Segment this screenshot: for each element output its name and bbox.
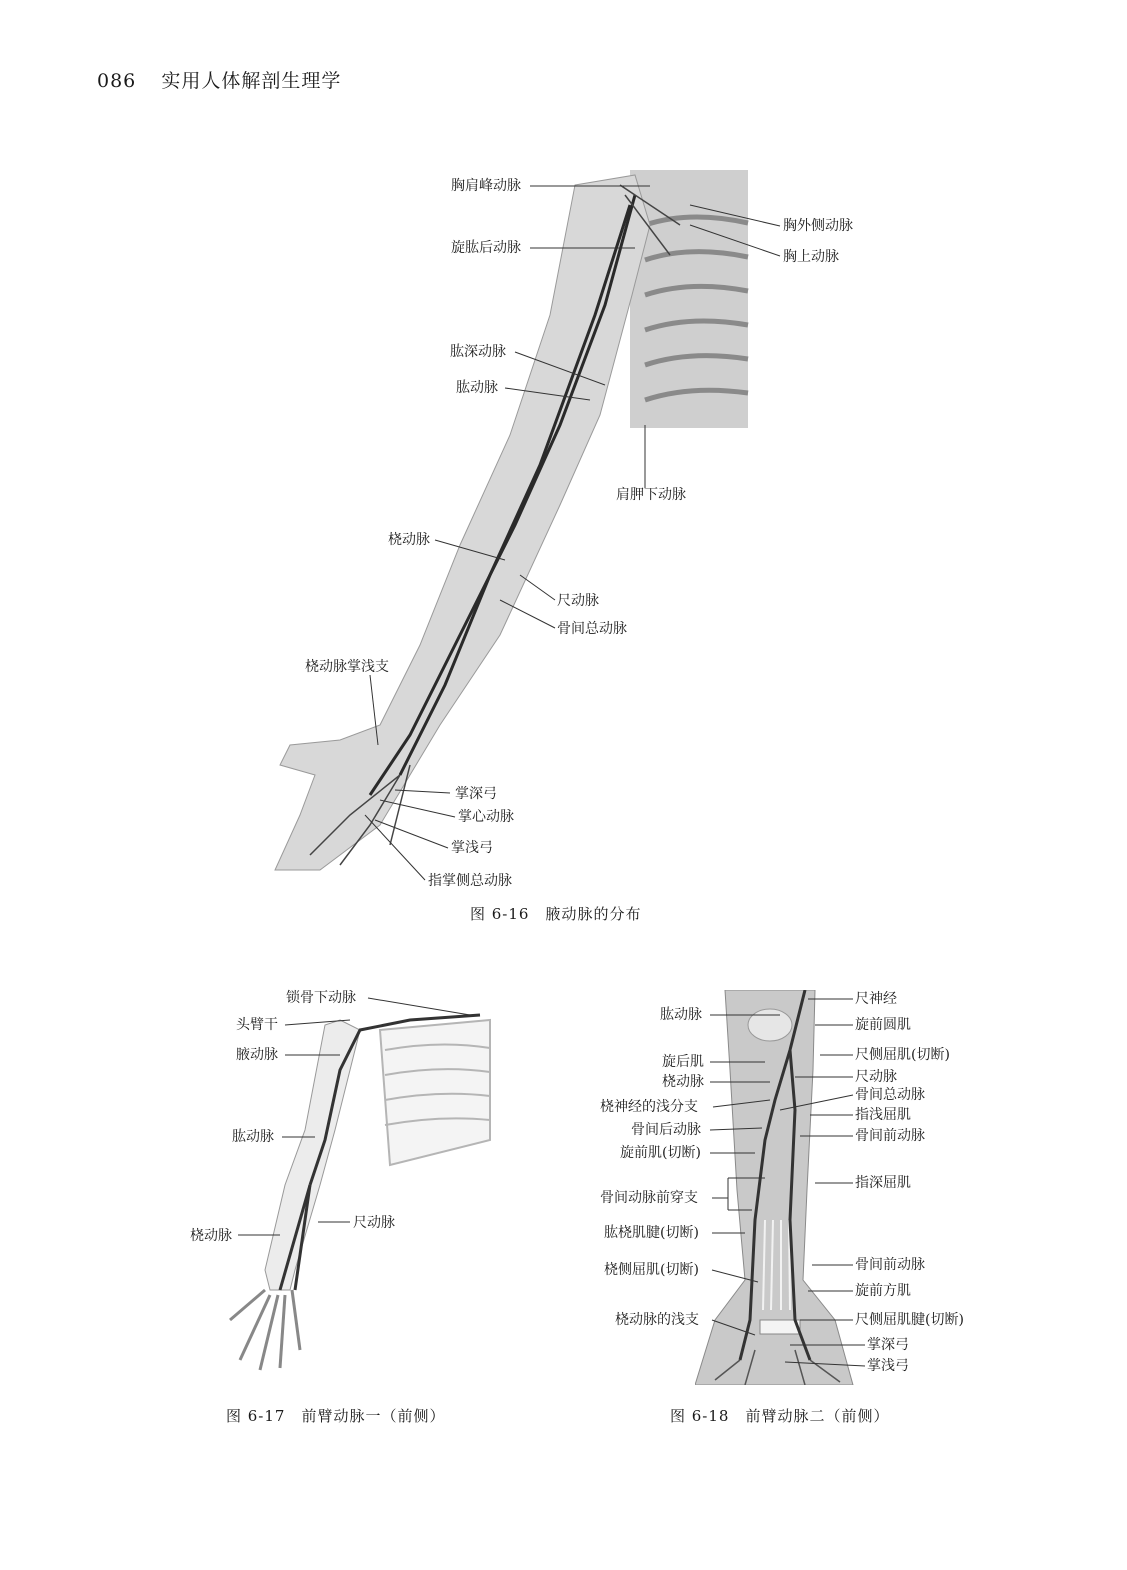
fig18-label-anterior-interosseous: 骨间前动脉 [855, 1128, 925, 1144]
fig16-caption: 图 6-16 腋动脉的分布 [470, 905, 642, 923]
fig17-label-axillary: 腋动脉 [236, 1047, 278, 1063]
fig18-label-radial-artery: 桡动脉 [662, 1074, 704, 1090]
fig17-label-brachial: 肱动脉 [232, 1129, 274, 1145]
fig18-label-flexor-digitorum-superficialis: 指浅屈肌 [855, 1107, 911, 1123]
fig18-label-supinator: 旋后肌 [662, 1054, 704, 1070]
fig18-label-pronator-teres: 旋前圆肌 [855, 1017, 911, 1033]
fig16-label-deep-brachial: 肱深动脉 [450, 344, 506, 360]
fig18-label-flexor-carpi-ulnaris-cut: 尺侧屈肌(切断) [855, 1047, 950, 1063]
fig18-label-superficial-palmar-arch: 掌浅弓 [867, 1358, 909, 1374]
fig18-label-superficial-radial-nerve: 桡神经的浅分支 [600, 1099, 698, 1115]
page-number: 086 [97, 70, 137, 92]
fig16-label-palmar-metacarpal: 掌心动脉 [458, 809, 514, 825]
fig16-label-thoracoacromial: 胸肩峰动脉 [451, 178, 521, 194]
fig16-label-common-interosseous: 骨间总动脉 [557, 621, 627, 637]
fig18-label-deep-palmar-arch: 掌深弓 [867, 1337, 909, 1353]
fig18-label-flexor-carpi-radialis-cut: 桡侧屈肌(切断) [604, 1262, 699, 1278]
fig16-label-deep-palmar-arch: 掌深弓 [455, 786, 497, 802]
fig18-label-interosseous-perforating: 骨间动脉前穿支 [600, 1190, 698, 1206]
book-title: 实用人体解剖生理学 [161, 70, 342, 92]
fig16-label-ulnar: 尺动脉 [557, 593, 599, 609]
fig18-label-superficial-radial-branch: 桡动脉的浅支 [615, 1312, 699, 1328]
fig18-label-brachioradialis-tendon-cut: 肱桡肌腱(切断) [604, 1225, 699, 1241]
fig16-label-superior-thoracic: 胸上动脉 [783, 249, 839, 265]
fig16-label-posterior-circumflex: 旋肱后动脉 [451, 240, 521, 256]
fig17-caption: 图 6-17 前臂动脉一（前侧） [226, 1407, 446, 1425]
fig18-label-pronator-quadratus: 旋前方肌 [855, 1283, 911, 1299]
fig16-label-radial: 桡动脉 [388, 532, 430, 548]
fig16-label-superficial-palmar-arch: 掌浅弓 [451, 840, 493, 856]
fig17-label-radial: 桡动脉 [190, 1228, 232, 1244]
fig16-label-superficial-palmar-branch: 桡动脉掌浅支 [305, 659, 389, 675]
fig18-label-ulnar-nerve: 尺神经 [855, 991, 897, 1007]
fig16-label-brachial: 肱动脉 [456, 380, 498, 396]
fig16-label-common-palmar-digital: 指掌侧总动脉 [428, 873, 512, 889]
fig18-label-flexor-carpi-ulnaris-tendon-cut: 尺侧屈肌腱(切断) [855, 1312, 964, 1328]
fig18-label-posterior-interosseous: 骨间后动脉 [631, 1122, 701, 1138]
fig17-label-ulnar: 尺动脉 [353, 1215, 395, 1231]
fig17-label-brachiocephalic: 头臂干 [236, 1017, 278, 1033]
fig18-label-pronator-cut: 旋前肌(切断) [620, 1145, 701, 1161]
fig18-label-anterior-interosseous-lower: 骨间前动脉 [855, 1257, 925, 1273]
fig18-label-flexor-digitorum-profundus: 指深屈肌 [855, 1175, 911, 1191]
fig18-label-brachial-artery: 肱动脉 [660, 1007, 702, 1023]
fig16-label-lateral-thoracic: 胸外侧动脉 [783, 218, 853, 234]
fig18-label-common-interosseous: 骨间总动脉 [855, 1087, 925, 1103]
fig18-label-ulnar-artery: 尺动脉 [855, 1069, 897, 1085]
fig17-label-subclavian: 锁骨下动脉 [286, 990, 356, 1006]
fig18-caption: 图 6-18 前臂动脉二（前侧） [670, 1407, 890, 1425]
fig16-label-subscapular: 肩胛下动脉 [616, 487, 686, 503]
